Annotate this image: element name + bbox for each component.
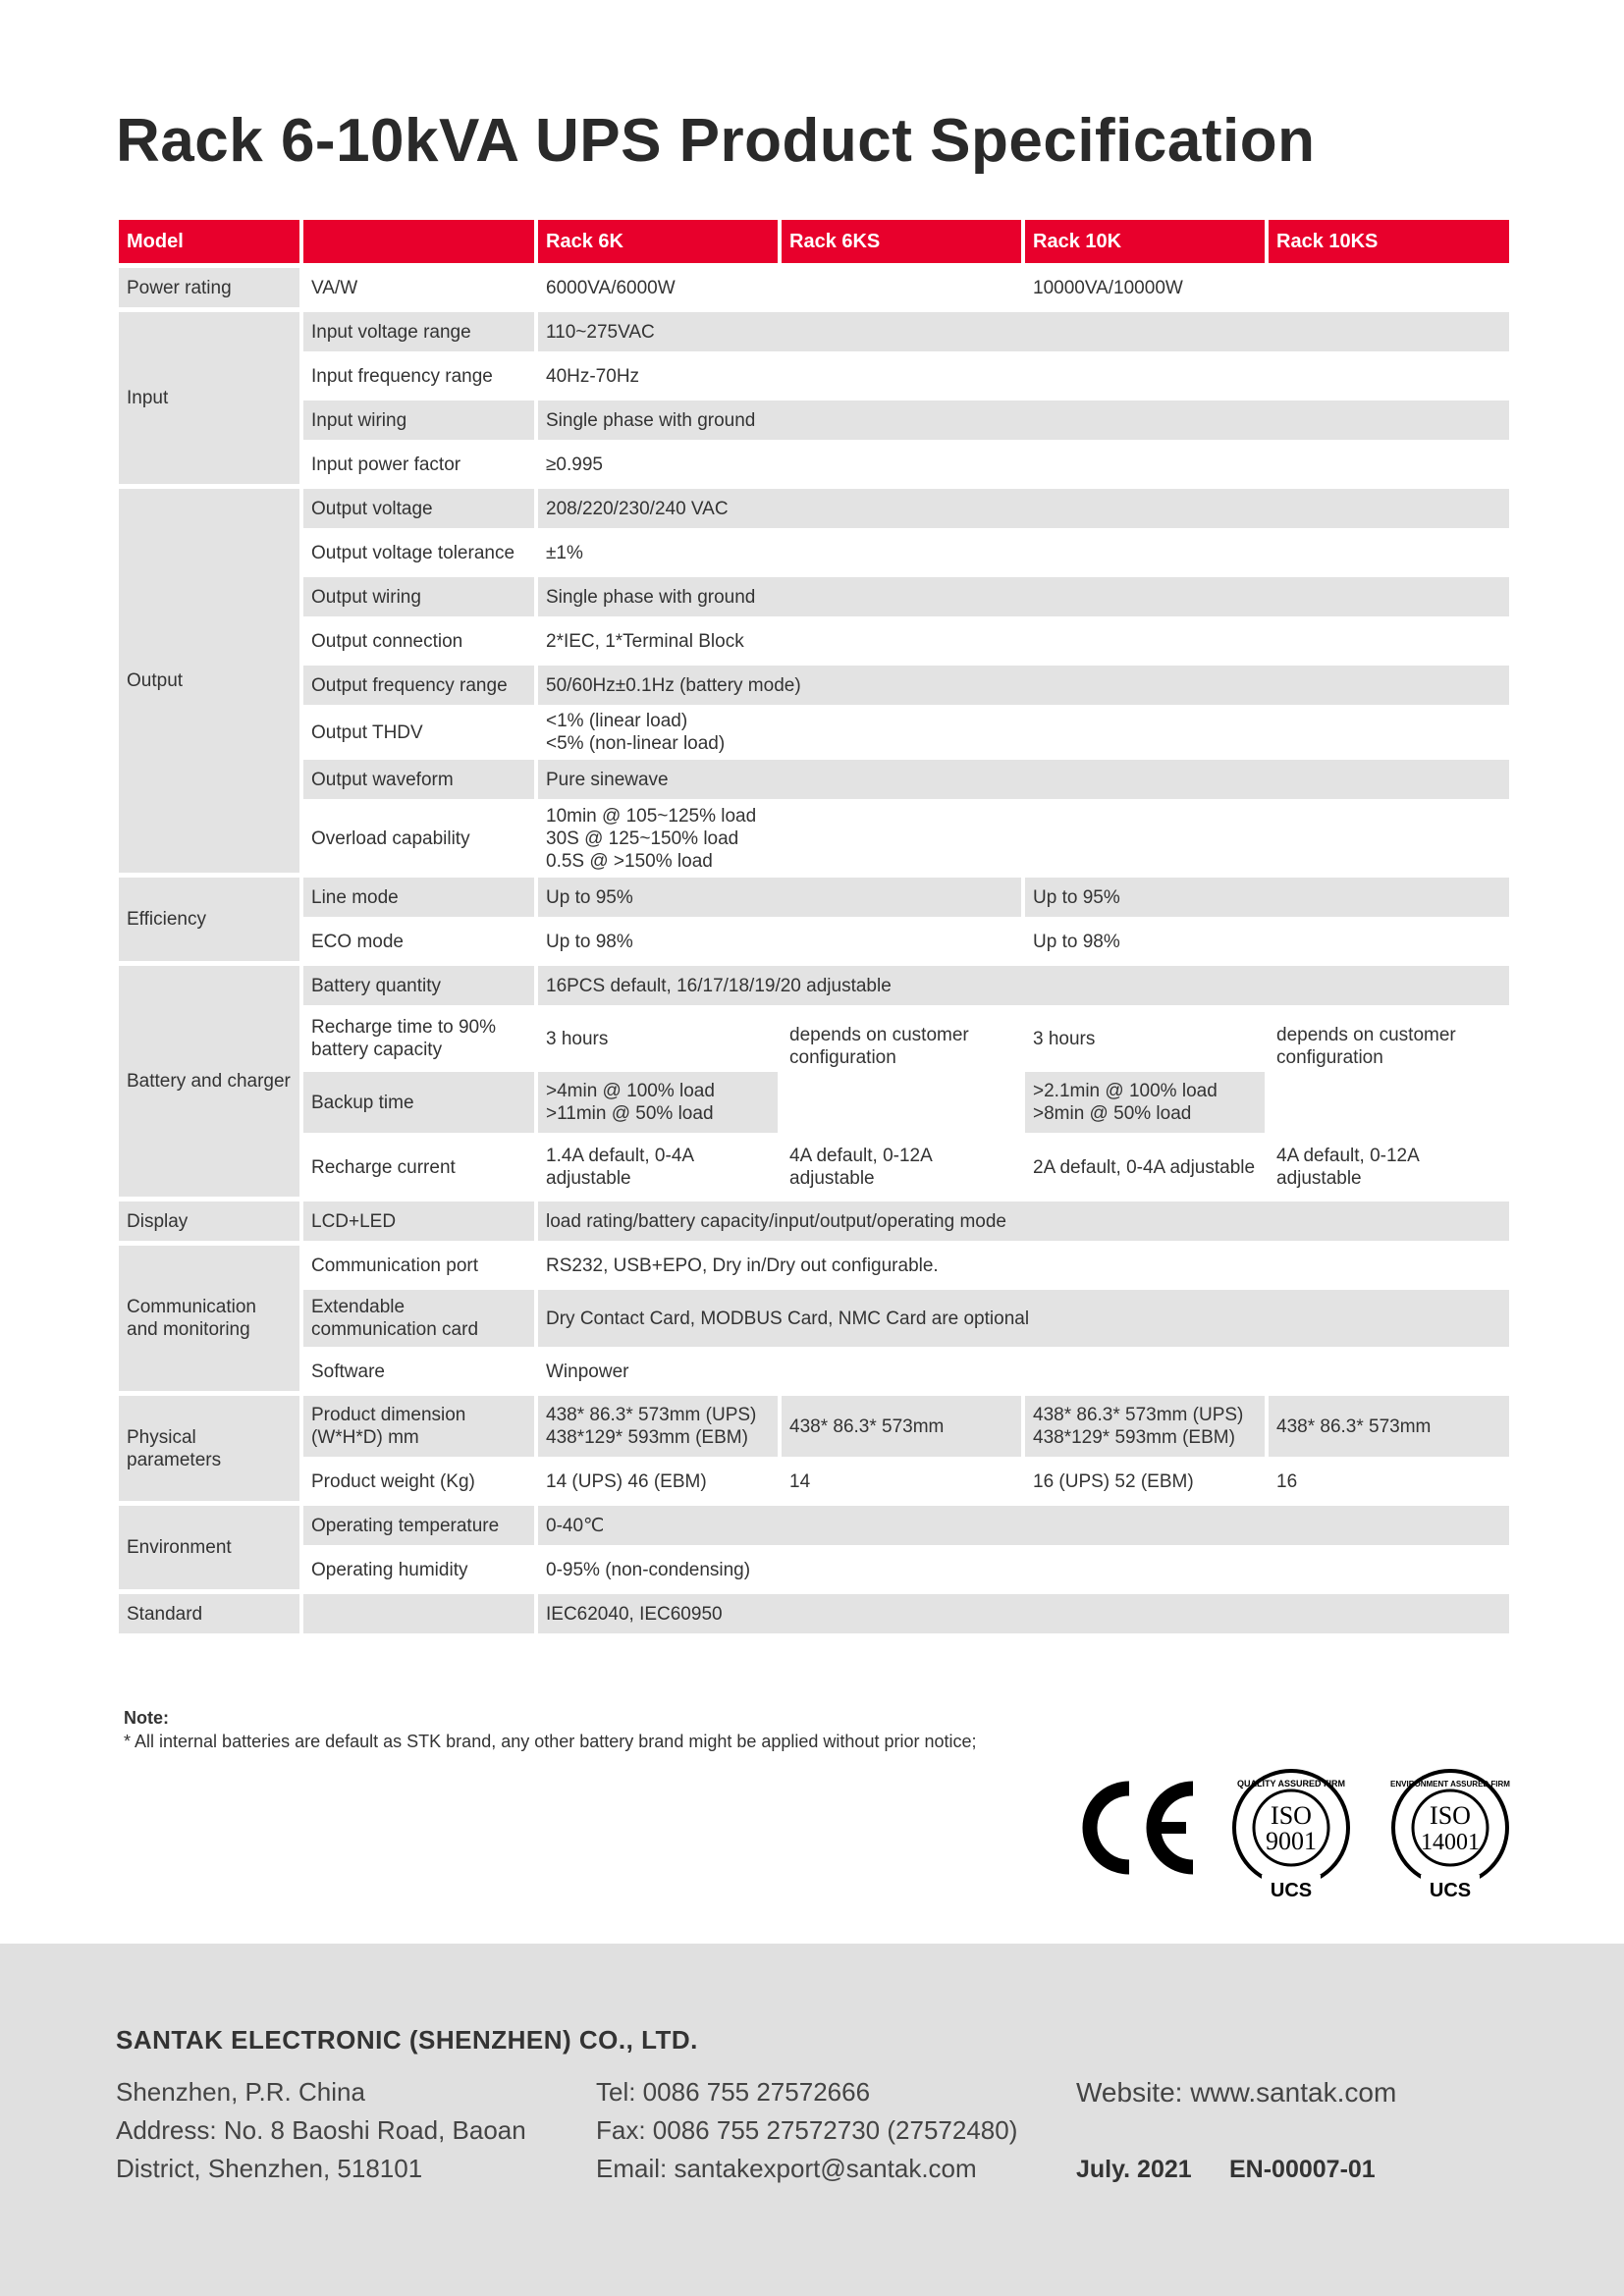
cell-value: Up to 98% <box>546 931 633 952</box>
seal-text: ENVIRONMENT ASSURED FIRM <box>1390 1780 1510 1789</box>
row-label: Output voltage <box>303 489 534 528</box>
row-label: Input power factor <box>311 454 461 475</box>
cell-value: 14 <box>789 1470 811 1492</box>
cell-value: Single phase with ground <box>538 577 1509 616</box>
cell-value: 110~275VAC <box>538 312 1509 351</box>
seal-text: UCS <box>1270 1880 1313 1901</box>
cell-value: 2A default, 0-4A adjustable <box>1033 1156 1256 1178</box>
page-title: Rack 6-10kVA UPS Product Specification <box>116 107 1316 175</box>
address-line: Address: No. 8 Baoshi Road, Baoan <box>116 2115 526 2145</box>
publish-date: July. 2021 <box>1076 2156 1192 2183</box>
cell-value: 16 <box>1276 1470 1298 1492</box>
row-label: Product dimension (W*H*D) mm <box>303 1396 534 1457</box>
cell-value <box>1025 1396 1265 1457</box>
row-label: Backup time <box>303 1072 534 1133</box>
table-row <box>119 1550 1509 1589</box>
table-row <box>119 1201 1509 1241</box>
cell-value: 16PCS default, 16/17/18/19/20 adjustable <box>538 966 1509 1005</box>
header-rack-10k: Rack 10K <box>1025 220 1265 263</box>
cell-value: 4A default, 0-12A adjustable <box>789 1146 932 1189</box>
footer-contact <box>596 2073 1017 2188</box>
company-name: SANTAK ELECTRONIC (SHENZHEN) CO., LTD. <box>116 2025 698 2055</box>
document-number: EN-00007-01 <box>1229 2156 1376 2183</box>
row-label: Input wiring <box>303 400 534 440</box>
table-row <box>119 1506 1509 1545</box>
cell-value <box>1025 1072 1265 1133</box>
table-row <box>119 533 1509 572</box>
row-label: Product weight (Kg) <box>311 1470 475 1492</box>
table-row <box>119 1594 1509 1633</box>
cell-value: 438* 86.3* 573mm <box>782 1396 1021 1457</box>
row-label: ECO mode <box>311 931 404 952</box>
cell-value: depends on customer configuration <box>789 1025 969 1068</box>
seal-text: 9001 <box>1266 1827 1317 1855</box>
row-label: Operating humidity <box>311 1559 468 1580</box>
table-row <box>119 1462 1509 1501</box>
seal-text: UCS <box>1429 1880 1472 1901</box>
table-row <box>119 878 1509 917</box>
cell-value <box>538 1396 778 1457</box>
category-standard: Standard <box>119 1594 299 1633</box>
seal-text: 14001 <box>1421 1830 1480 1855</box>
cell-value: 14 (UPS) 46 (EBM) <box>546 1470 707 1492</box>
cell-value: Pure sinewave <box>538 760 1509 799</box>
table-row <box>119 445 1509 484</box>
header-blank <box>303 220 534 263</box>
cell-line: 10min @ 105~125% load <box>546 805 757 827</box>
row-label: Line mode <box>303 878 534 917</box>
cell-line: <5% (non-linear load) <box>546 733 726 754</box>
cell-value: 6000VA/6000W <box>546 277 676 298</box>
header-row <box>119 220 1509 263</box>
cell-value: Up to 95% <box>1025 878 1509 917</box>
cell-value: 0-95% (non-condensing) <box>546 1559 751 1580</box>
cell-line: 0.5S @ >150% load <box>546 850 713 872</box>
iso-9001-seal-icon <box>1234 1771 1348 1901</box>
cell-value: ±1% <box>546 542 583 563</box>
category-physical: Physical parameters <box>119 1396 299 1501</box>
seal-text: QUALITY ASSURED FIRM <box>1236 1779 1346 1789</box>
category-efficiency: Efficiency <box>119 878 299 961</box>
row-label: Recharge time to 90% battery capacity <box>311 1017 496 1060</box>
footer-address <box>116 2073 526 2188</box>
table-row <box>119 760 1509 799</box>
category-display: Display <box>119 1201 299 1241</box>
table-row <box>119 1246 1509 1285</box>
row-label: VA/W <box>311 277 358 298</box>
cell-value: Dry Contact Card, MODBUS Card, NMC Card are optional <box>538 1290 1509 1347</box>
cell-value: 3 hours <box>546 1028 609 1049</box>
website-text: Website: www.santak.com <box>1076 2077 1397 2108</box>
cell-value <box>538 1072 778 1133</box>
table-row <box>119 1138 1509 1197</box>
category-environment: Environment <box>119 1506 299 1589</box>
spec-table <box>115 215 1513 1638</box>
seal-text: ISO <box>1271 1801 1312 1830</box>
row-label: Extendable communication card <box>303 1290 534 1347</box>
address-line: District, Shenzhen, 518101 <box>116 2154 423 2183</box>
table-row <box>119 400 1509 440</box>
cell-value: 208/220/230/240 VAC <box>538 489 1509 528</box>
header-model: Model <box>119 220 299 263</box>
seal-text: ISO <box>1430 1801 1471 1830</box>
cell-value: IEC62040, IEC60950 <box>538 1594 1509 1633</box>
cell-line: >8min @ 50% load <box>1033 1103 1192 1124</box>
table-row <box>119 356 1509 396</box>
table-row <box>119 666 1509 705</box>
table-row <box>119 577 1509 616</box>
cell-value: Winpower <box>546 1361 629 1382</box>
cell-value: 3 hours <box>1033 1028 1096 1049</box>
row-label: Operating temperature <box>303 1506 534 1545</box>
table-row <box>119 268 1509 307</box>
row-label: Overload capability <box>311 828 470 849</box>
cell-value: 40Hz-70Hz <box>546 365 640 387</box>
table-row <box>119 489 1509 528</box>
cell-value: 0-40℃ <box>538 1506 1509 1545</box>
row-label: Output connection <box>311 630 463 652</box>
table-row <box>119 966 1509 1005</box>
cell-value: Up to 95% <box>538 878 1021 917</box>
ce-mark-icon <box>1090 1789 1193 1867</box>
cell-line: >4min @ 100% load <box>546 1081 715 1101</box>
row-label: Communication port <box>311 1255 479 1276</box>
table-row <box>119 1396 1509 1457</box>
cell-line: 438*129* 593mm (EBM) <box>546 1427 748 1448</box>
cell-value: Single phase with ground <box>538 400 1509 440</box>
cell-value: 4A default, 0-12A adjustable <box>1276 1146 1419 1189</box>
table-row <box>119 710 1509 755</box>
cell-value: 2*IEC, 1*Terminal Block <box>546 630 744 652</box>
row-label: Input frequency range <box>311 365 493 387</box>
cell-line: >2.1min @ 100% load <box>1033 1081 1218 1101</box>
iso-14001-seal-icon <box>1390 1771 1510 1901</box>
row-label <box>303 1594 534 1633</box>
cell-value: Up to 98% <box>1033 931 1120 952</box>
table-row <box>119 804 1509 873</box>
header-rack-6k: Rack 6K <box>538 220 778 263</box>
table-row <box>119 312 1509 351</box>
row-label: Input voltage range <box>303 312 534 351</box>
row-label: Recharge current <box>311 1156 456 1178</box>
cell-value: 10000VA/10000W <box>1033 277 1183 298</box>
certification-logos <box>1070 1767 1512 1904</box>
email-text: Email: santakexport@santak.com <box>596 2154 977 2183</box>
category-power-rating: Power rating <box>119 268 299 307</box>
category-battery: Battery and charger <box>119 966 299 1197</box>
cell-value: 16 (UPS) 52 (EBM) <box>1033 1470 1194 1492</box>
row-label: Output frequency range <box>303 666 534 705</box>
cell-value: 438* 86.3* 573mm <box>1269 1396 1509 1457</box>
category-input: Input <box>119 312 299 484</box>
cell-value: load rating/battery capacity/input/output/operating mode <box>538 1201 1509 1241</box>
header-rack-6ks: Rack 6KS <box>782 220 1021 263</box>
cell-value <box>538 804 1509 873</box>
category-communication: Communication and monitoring <box>119 1246 299 1391</box>
cell-line: >11min @ 50% load <box>546 1103 714 1124</box>
note <box>124 1706 977 1753</box>
cell-value <box>538 710 1509 755</box>
row-label: Output waveform <box>303 760 534 799</box>
cell-value: 1.4A default, 0-4A adjustable <box>546 1146 694 1189</box>
row-label: Output THDV <box>311 721 423 743</box>
table-row <box>119 1290 1509 1347</box>
cell-value: 50/60Hz±0.1Hz (battery mode) <box>538 666 1509 705</box>
row-label: Output wiring <box>303 577 534 616</box>
category-output: Output <box>119 489 299 873</box>
table-row <box>119 1352 1509 1391</box>
row-label: LCD+LED <box>303 1201 534 1241</box>
cell-line: 438* 86.3* 573mm (UPS) <box>546 1405 757 1425</box>
fax-text: Fax: 0086 755 27572730 (27572480) <box>596 2115 1018 2145</box>
tel-text: Tel: 0086 755 27572666 <box>596 2077 871 2107</box>
cell-value: RS232, USB+EPO, Dry in/Dry out configurable. <box>546 1255 939 1276</box>
table-row <box>119 1010 1509 1067</box>
row-label: Software <box>311 1361 385 1382</box>
cell-value: ≥0.995 <box>546 454 603 475</box>
cell-line: 438*129* 593mm (EBM) <box>1033 1427 1235 1448</box>
table-row <box>119 922 1509 961</box>
row-label: Output voltage tolerance <box>311 542 515 563</box>
cell-line: 30S @ 125~150% load <box>546 828 739 849</box>
cell-line: <1% (linear load) <box>546 711 688 731</box>
header-rack-10ks: Rack 10KS <box>1269 220 1509 263</box>
note-title: Note: <box>124 1708 169 1728</box>
cell-value: depends on customer configuration <box>1276 1025 1456 1068</box>
table-row <box>119 621 1509 661</box>
cell-line: 438* 86.3* 573mm (UPS) <box>1033 1405 1244 1425</box>
row-label: Battery quantity <box>303 966 534 1005</box>
note-text: * All internal batteries are default as STK brand, any other battery brand might be applied without prior notice; <box>124 1732 977 1751</box>
address-line: Shenzhen, P.R. China <box>116 2077 365 2107</box>
